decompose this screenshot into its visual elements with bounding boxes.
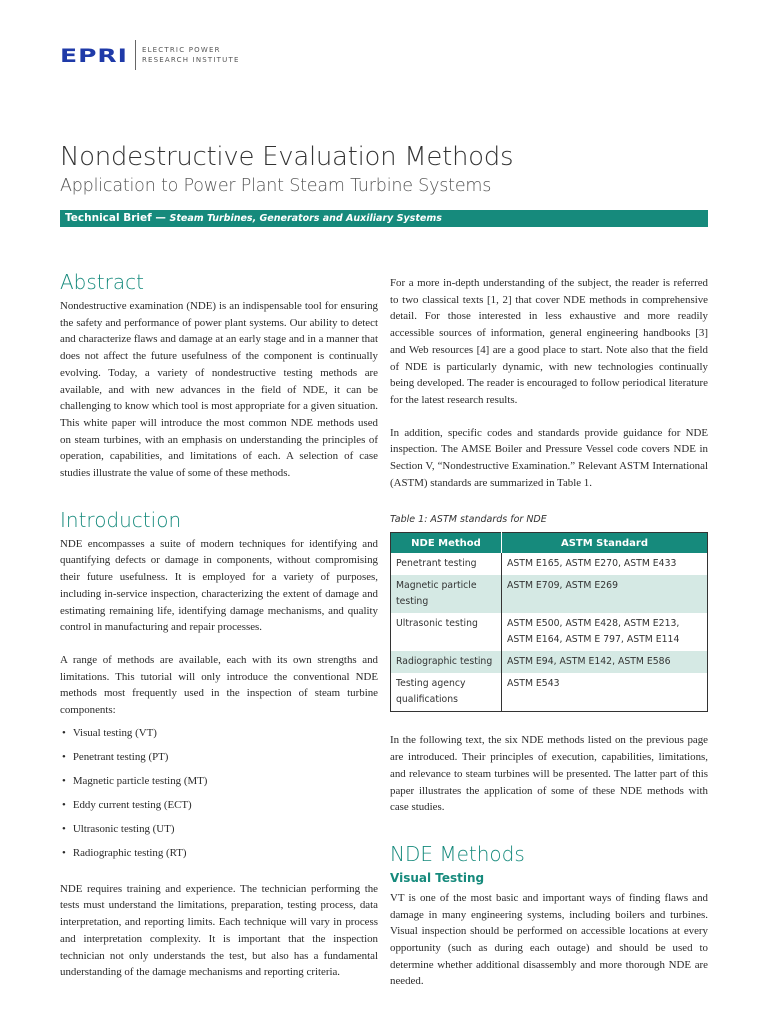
abstract-text: Nondestructive examination (NDE) is an indispensable tool for ensuring the safety and performance of power plant systems. Our ability to detect and characterize flaws and damage at an early stage and in a manner that does not affect the future usefulness of the component is continually evolving. Today, a variety of nondestructive testing methods are available, and with new advances in the field of NDE, it can be challenging to know which tool is most appropriate for a given situation. This white paper will introduce the most common NDE methods used on steam turbines, with an emphasis on understanding the principles of operation, capabilities, and limitations of each. A selection of case studies illustrate the value of some of these methods. [60,300,378,480]
table-caption: Table 1: ASTM standards for NDE [390,514,547,526]
intro-paragraph-2: A range of methods are available, each with its own strengths and limitations. This tutorial will only introduce the conventional NDE methods most frequently used in the inspection of steam turbine components: [60,653,378,717]
document-subtitle: Application to Power Plant Steam Turbine Systems [60,176,492,196]
technical-brief-band [60,210,708,227]
nde-methods-heading: NDE Methods [390,841,525,866]
org-line-2: RESEARCH INSTITUTE [141,56,240,64]
list-item: • Ultrasonic testing (UT) [60,821,378,837]
list-item: • Visual testing (VT) [60,725,378,741]
org-name [142,45,240,65]
table-row [391,613,708,651]
intro-paragraph-3: NDE requires training and experience. The technician performing the tests must understand the limitations, preparation, testing process, data interpretation, and reporting limits. Each technique will vary in process and interpretation complexity. It is important that the inspection technician not only understands the test, but also has a fundamental understanding of the damage mechanisms and reporting criteria. [60,882,378,979]
table-row [391,673,708,712]
left-column [60,270,378,981]
logo-mark: EPRI [60,44,128,66]
list-item: • Radiographic testing (RT) [60,845,378,861]
logo-divider [135,40,136,70]
table-header-row [391,533,708,554]
table-cell: Penetrant testing [391,553,502,575]
table-cell: Testing agency qualifications [391,673,502,712]
table-cell: Radiographic testing [391,651,502,673]
table-cell: ASTM E543 [507,678,560,690]
table-cell: Ultrasonic testing [391,613,502,651]
right-paragraph-1: For a more in-depth understanding of the subject, the reader is referred to two classical texts [1, 2] that cover NDE methods in comprehensive detail. For those interested in less exhaustive and more readily accessible sources of information, general engineering handbooks [3] and Web resources [4] are a good place to start. Note also that the field of NDE is particularly dynamic, with new technologies continually being developed. The reader is encouraged to follow periodical literature for the latest research results. [390,277,708,406]
right-paragraph-4: VT is one of the most basic and important ways of finding flaws and damage in many engineering systems, including boilers and turbines. Visual inspection should be performed on accessible locations at every opportunity (such as during each outage) and should be used to determine whether additional disassembly and more thorough NDE are needed. [390,891,708,988]
abstract-heading: Abstract [60,270,144,294]
right-column [390,275,708,990]
list-item: • Magnetic particle testing (MT) [60,773,378,789]
org-line-1: ELECTRIC POWER [141,46,221,54]
list-item: • Penetrant testing (PT) [60,749,378,765]
table-row [391,553,708,575]
table-row [391,651,708,673]
column-header: NDE Method [391,533,502,554]
column-header: ASTM Standard [502,533,708,554]
band-label: Technical Brief — [65,212,166,224]
right-paragraph-2: In addition, specific codes and standards provide guidance for NDE inspection. The AMSE Boiler and Pressure Vessel code covers NDE in Section V, “Nondestructive Examination.” Relevant ASTM International (ASTM) standards are summarized in Table 1. [390,426,708,489]
table-cell: ASTM E165, ASTM E270, ASTM E433 [507,558,677,570]
table-cell: Magnetic particle testing [391,575,502,613]
introduction-heading: Introduction [60,507,182,532]
table-cell: ASTM E709, ASTM E269 [502,575,708,613]
document-title: Nondestructive Evaluation Methods [60,142,514,172]
list-item: • Eddy current testing (ECT) [60,797,378,813]
band-topic: Steam Turbines, Generators and Auxiliary Systems [169,213,442,224]
visual-testing-heading: Visual Testing [390,870,485,885]
table-cell: ASTM E500, ASTM E428, ASTM E213, ASTM E164, ASTM E 797, ASTM E114 [507,618,680,646]
epri-logo [60,40,240,70]
nde-method-list [60,725,378,869]
table-cell: ASTM E94, ASTM E142, ASTM E586 [502,651,708,673]
intro-paragraph-1: NDE encompasses a suite of modern techniques for identifying and quantifying defects or damage in components, without compromising their future usefulness. It is employed for a variety of purposes, including in-service inspection, characterizing the extent of damage and estimating remaining life, identifying damage mechanisms, and quality control in manufacturing and repair processes. [60,537,378,634]
table-row [391,575,708,613]
right-paragraph-3: In the following text, the six NDE methods listed on the previous page are introduced. Their principles of execution, capabilities, limitations, and relevance to steam turbines will be presented. The latter part of this paper illustrates the application of some of these NDE methods with case studies. [390,734,708,814]
astm-standards-table [390,532,708,712]
